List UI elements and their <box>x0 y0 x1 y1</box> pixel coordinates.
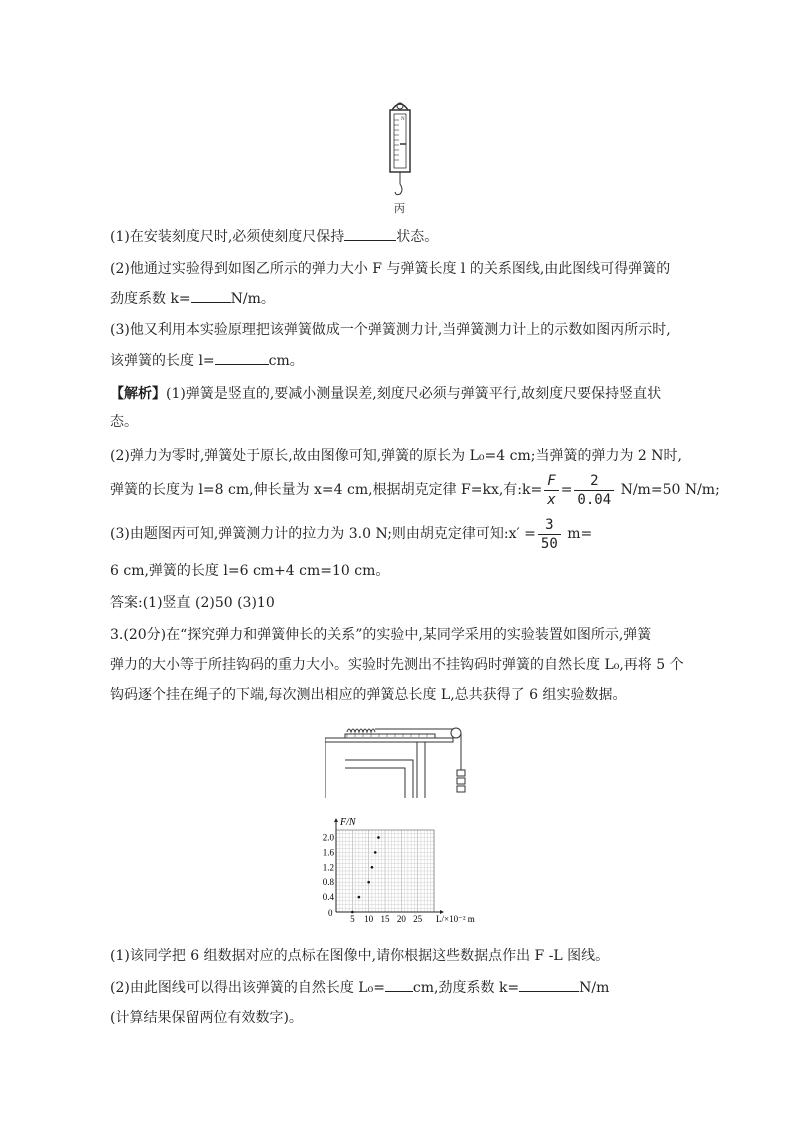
y-tick-label: 0.4 <box>322 892 334 903</box>
y-axis-arrow <box>334 818 338 822</box>
answer-blank <box>191 288 231 303</box>
chart-grid <box>336 830 434 912</box>
y-tick-label: 1.2 <box>322 862 334 873</box>
answer-blank <box>385 977 413 992</box>
apparatus-figure <box>325 720 475 802</box>
y-tick-label: 0.8 <box>322 877 334 888</box>
x-tick-label: 5 <box>350 914 355 924</box>
data-point <box>358 896 361 899</box>
fraction-f-over-x: $\frac{F}{x}$ <box>544 472 558 509</box>
question-3-line-1: 3.(20分)在“探究弹力和弹簧伸长的关系”的实验中,某同学采用的实验装置如图所示,弹簧 <box>110 627 652 643</box>
question-2-part-2-line-1: (2)他通过实验得到如图乙所示的弹力大小 F 与弹簧长度 l 的关系图线,由此图线可得弹簧的 <box>110 261 671 277</box>
y-tick-label: 1.6 <box>322 847 334 858</box>
x-tick-label: 20 <box>396 914 406 924</box>
question-3-part-1: (1)该同学把 6 组数据对应的点标在图像中,请你根据这些数据点作出 F -L 图线。 <box>110 948 610 964</box>
scale-unit-label: N <box>401 117 405 122</box>
question-3-part-2: (2)由此图线可以得出该弹簧的自然长度 L₀= cm,劲度系数 k= N/m <box>110 977 609 998</box>
analysis-line-2: 态。 <box>110 414 138 430</box>
fraction-3-over-50: $\frac{3}{50}$ <box>538 516 561 553</box>
analysis-line-3: (2)弹力为零时,弹簧处于原长,故由图像可知,弹簧的原长为 L₀=4 cm;当弹簧的弹力为 2 N时, <box>110 448 682 464</box>
question-3-part-3: (计算结果保留两位有效数字)。 <box>110 1010 303 1026</box>
answer-blank <box>215 350 269 365</box>
question-2-part-3-line-2: 该弹簧的长度 l= cm。 <box>110 350 304 371</box>
question-2-part-2-line-2: 劲度系数 k= N/m。 <box>110 288 275 309</box>
question-3-line-2: 弹力的大小等于所挂钩码的重力大小。实验时先测出不挂钩码时弹簧的自然长度 L₀,再将 5 个 <box>110 657 684 673</box>
fraction-2-over-0-04: $\frac{2}{0.04}$ <box>574 472 614 509</box>
x-axis-label: L/×10⁻² m <box>436 914 475 924</box>
question-3-line-3: 钩码逐个挂在绳子的下端,每次测出相应的弹簧总长度 L,总共获得了 6 组实验数据。 <box>110 687 627 703</box>
x-tick-label: 15 <box>380 914 390 924</box>
origin-label: 0 <box>328 908 333 918</box>
data-point <box>377 836 380 839</box>
analysis-tag: 【解析】 <box>110 386 166 402</box>
analysis-line-6: 6 cm,弹簧的长度 l=6 cm+4 cm=10 cm。 <box>110 563 390 579</box>
x-tick-label: 10 <box>364 914 374 924</box>
answer-blank <box>519 977 579 992</box>
force-length-chart <box>312 812 482 928</box>
question-2-part-1: (1)在安装刻度尺时,必须使刻度尺保持 状态。 <box>110 226 438 247</box>
y-axis-label: F/N <box>340 817 356 828</box>
analysis-line-5: (3)由题图丙可知,弹簧测力计的拉力为 3.0 N;则由胡克定律可知:x′ = $\frac{3}{50}$ m= <box>110 516 593 552</box>
data-point <box>351 911 354 914</box>
data-point <box>374 851 377 854</box>
x-tick-label: 25 <box>413 914 423 924</box>
y-tick-label: 2.0 <box>322 832 334 843</box>
analysis-line-1: 【解析】(1)弹簧是竖直的,要减小测量误差,刻度尺必须与弹簧平行,故刻度尺要保持竖直状 <box>110 386 662 402</box>
answer-line: 答案:(1)竖直 (2)50 (3)10 <box>110 595 275 611</box>
analysis-line-4: 弹簧的长度为 l=8 cm,伸长量为 x=4 cm,根据胡克定律 F=kx,有:k= $\frac{F}{x}$ = $\frac{2}{0.04}$ N/m=50 N/m; <box>110 472 720 508</box>
data-point <box>367 881 370 884</box>
figure-caption: 丙 <box>394 202 405 215</box>
spring-scale-figure <box>380 98 420 216</box>
data-point <box>371 866 374 869</box>
answer-blank <box>344 226 396 241</box>
question-2-part-3-line-1: (3)他又利用本实验原理把该弹簧做成一个弹簧测力计,当弹簧测力计上的示数如图丙所示时, <box>110 322 671 338</box>
